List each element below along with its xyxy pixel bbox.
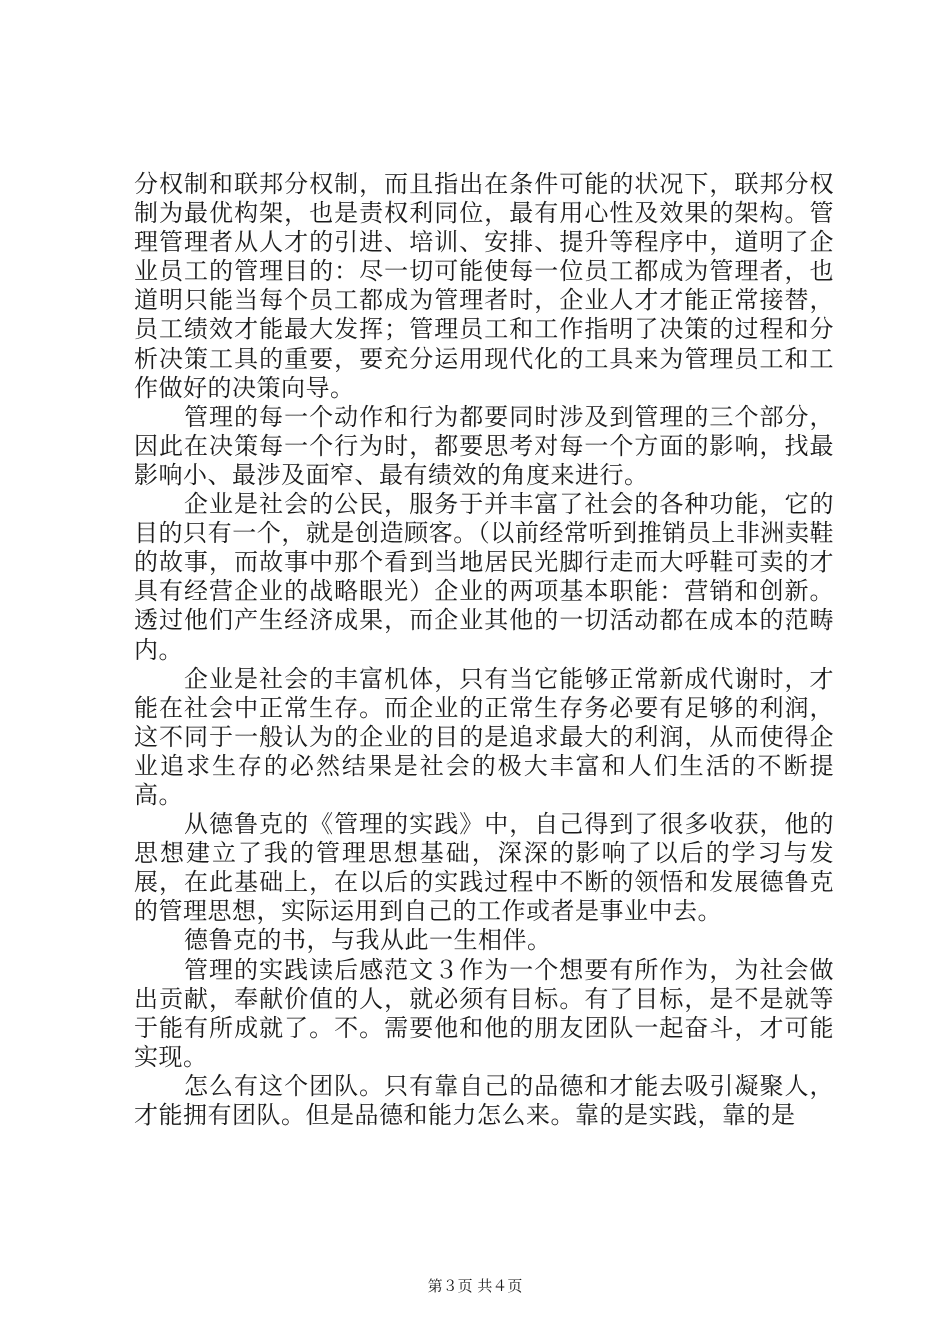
paragraph-8: 怎么有这个团队。只有靠自己的品德和才能去吸引凝聚人，才能拥有团队。但是品德和能力怎么来。靠的是实践，靠的是	[134, 1071, 834, 1129]
document-body	[134, 170, 834, 1130]
paragraph-6: 德鲁克的书，与我从此一生相伴。	[184, 926, 552, 955]
paragraph-7: 管理的实践读后感范文３作为一个想要有所作为，为社会做出贡献，奉献价值的人，就必须有目标。有了目标，是不是就等于能有所成就了。不。需要他和他的朋友团队一起奋斗，才可能实现。	[134, 955, 834, 1071]
paragraph-1: 分权制和联邦分权制，而且指出在条件可能的状况下，联邦分权制为最优构架，也是责权利同位，最有用心性及效果的架构。管理管理者从人才的引进、培训、安排、提升等程序中，道明了企业员工的管理目的：尽一切可能使每一位员工都成为管理者，也道明只能当每个员工都成为管理者时，企业人才才能正常接替，员工绩效才能最大发挥；管理员工和工作指明了决策的过程和分析决策工具的重要，要充分运用现代化的工具来为管理员工和工作做好的决策向导。	[134, 170, 834, 402]
paragraph-4: 企业是社会的丰富机体，只有当它能够正常新成代谢时，才能在社会中正常生存。而企业的正常生存务必要有足够的利润，这不同于一般认为的企业的目的是追求最大的利润，从而使得企业追求生存的必然结果是社会的极大丰富和人们生活的不断提高。	[134, 664, 834, 809]
paragraph-5: 从德鲁克的《管理的实践》中，自己得到了很多收获，他的思想建立了我的管理思想基础，深深的影响了以后的学习与发展，在此基础上，在以后的实践过程中不断的领悟和发展德鲁克的管理思想，实际运用到自己的工作或者是事业中去。	[134, 810, 834, 926]
paragraph-2: 管理的每一个动作和行为都要同时涉及到管理的三个部分，因此在决策每一个行为时，都要思考对每一个方面的影响，找最影响小、最涉及面窄、最有绩效的角度来进行。	[134, 402, 834, 489]
page-number-footer: 第３页 共４页	[427, 1277, 523, 1295]
paragraph-3: 企业是社会的公民，服务于并丰富了社会的各种功能，它的目的只有一个，就是创造顾客。（以前经常听到推销员上非洲卖鞋的故事，而故事中那个看到当地居民光脚行走而大呼鞋可卖的才具有经营企业的战略眼光）企业的两项基本职能：营销和创新。透过他们产生经济成果，而企业其他的一切活动都在成本的范畴内。	[134, 490, 834, 664]
